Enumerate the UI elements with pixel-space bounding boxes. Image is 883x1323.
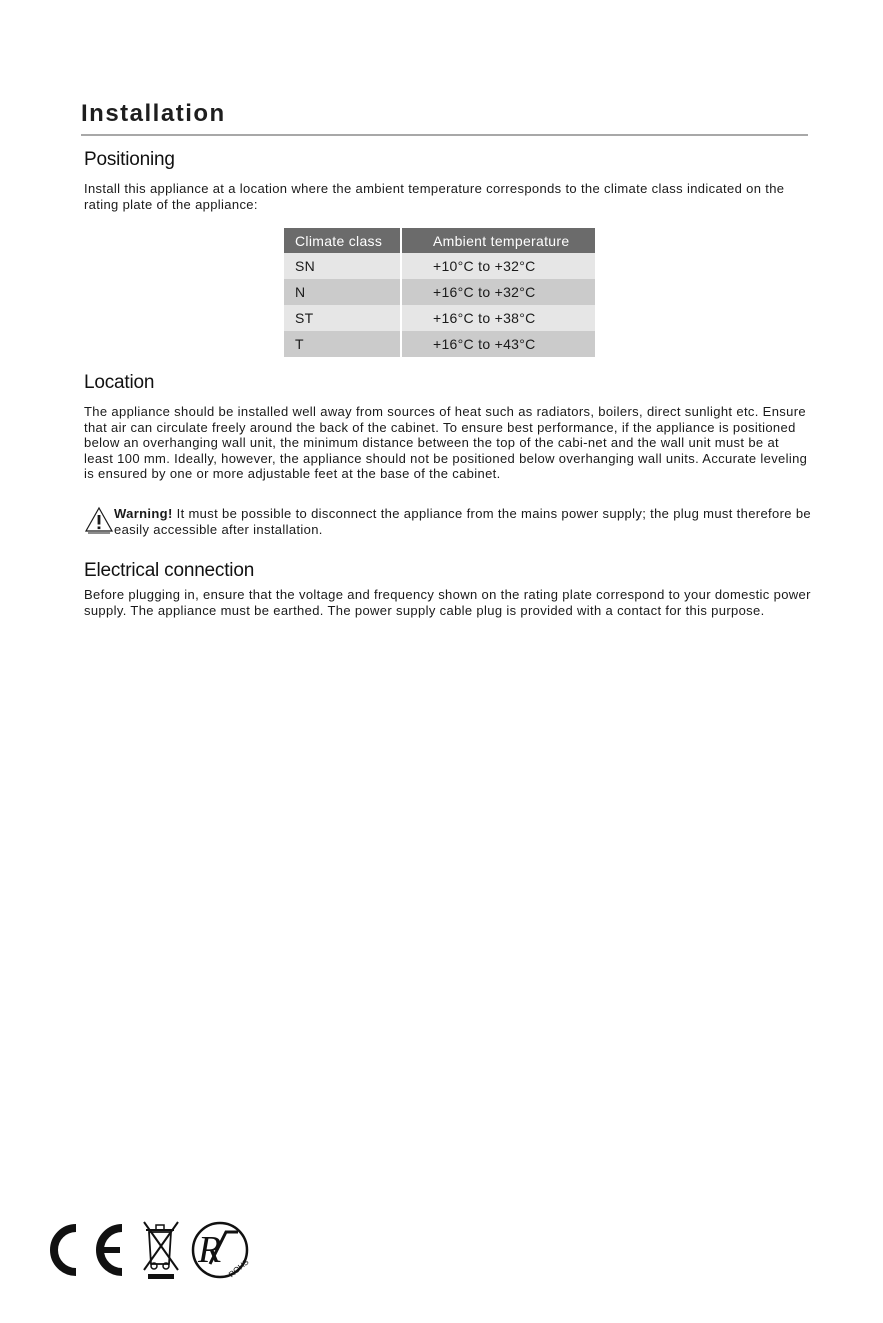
ce-mark-icon bbox=[54, 1228, 122, 1272]
warning-text: It must be possible to disconnect the appliance from the mains power supply; the plug must therefore be easily accessible after installation. bbox=[114, 506, 811, 537]
table-cell: +16°C to +32°C bbox=[401, 279, 595, 305]
electrical-text: Before plugging in, ensure that the voltage and frequency shown on the rating plate correspond to your domestic power supply. The appliance must be earthed. The power supply cable plug is provided with a contact for this purpose. bbox=[84, 587, 811, 618]
positioning-text: Install this appliance at a location where the ambient temperature corresponds to the climate class indicated on the rating plate of the appliance: bbox=[84, 181, 785, 212]
table-cell: T bbox=[284, 331, 401, 357]
page-title: Installation bbox=[81, 100, 226, 127]
table-header-cell: Climate class bbox=[284, 228, 401, 253]
warning-note bbox=[84, 506, 812, 537]
table-cell: +10°C to +32°C bbox=[401, 253, 595, 279]
positioning-heading: Positioning bbox=[84, 149, 175, 170]
table-cell: +16°C to +43°C bbox=[401, 331, 595, 357]
table-cell: +16°C to +38°C bbox=[401, 305, 595, 331]
weee-bin-icon bbox=[144, 1222, 178, 1279]
table-row bbox=[284, 279, 595, 305]
table-row bbox=[284, 331, 595, 357]
table-header-row bbox=[284, 228, 595, 253]
table-header-cell: Ambient temperature bbox=[401, 228, 595, 253]
table-cell: N bbox=[284, 279, 401, 305]
location-heading: Location bbox=[84, 372, 155, 393]
table-row bbox=[284, 305, 595, 331]
warning-label: Warning! bbox=[114, 506, 173, 521]
table-cell: SN bbox=[284, 253, 401, 279]
rohs-icon bbox=[193, 1223, 251, 1279]
location-text: The appliance should be installed well away from sources of heat such as radiators, boilers, direct sunlight etc. Ensure that air can circulate freely around the back of the cabinet. To ensure best performance, if the appliance is positioned below an overhanging wall unit, the minimum distance between the top of the cabi-net and the wall unit must be at least 100 mm. Ideally, however, the appliance should not be positioned below overhanging wall units. Accurate leveling is ensured by one or more adjustable feet at the base of the cabinet. bbox=[84, 404, 808, 482]
warning-text-block bbox=[114, 506, 812, 537]
title-divider bbox=[81, 134, 808, 136]
table-row bbox=[284, 253, 595, 279]
svg-text:R: R bbox=[198, 1229, 222, 1271]
table-cell: ST bbox=[284, 305, 401, 331]
climate-table bbox=[284, 228, 595, 357]
rohs-label: ROHS bbox=[227, 1257, 251, 1280]
warning-triangle-icon bbox=[84, 506, 114, 534]
certification-logos bbox=[50, 1218, 260, 1284]
electrical-heading: Electrical connection bbox=[84, 560, 255, 581]
